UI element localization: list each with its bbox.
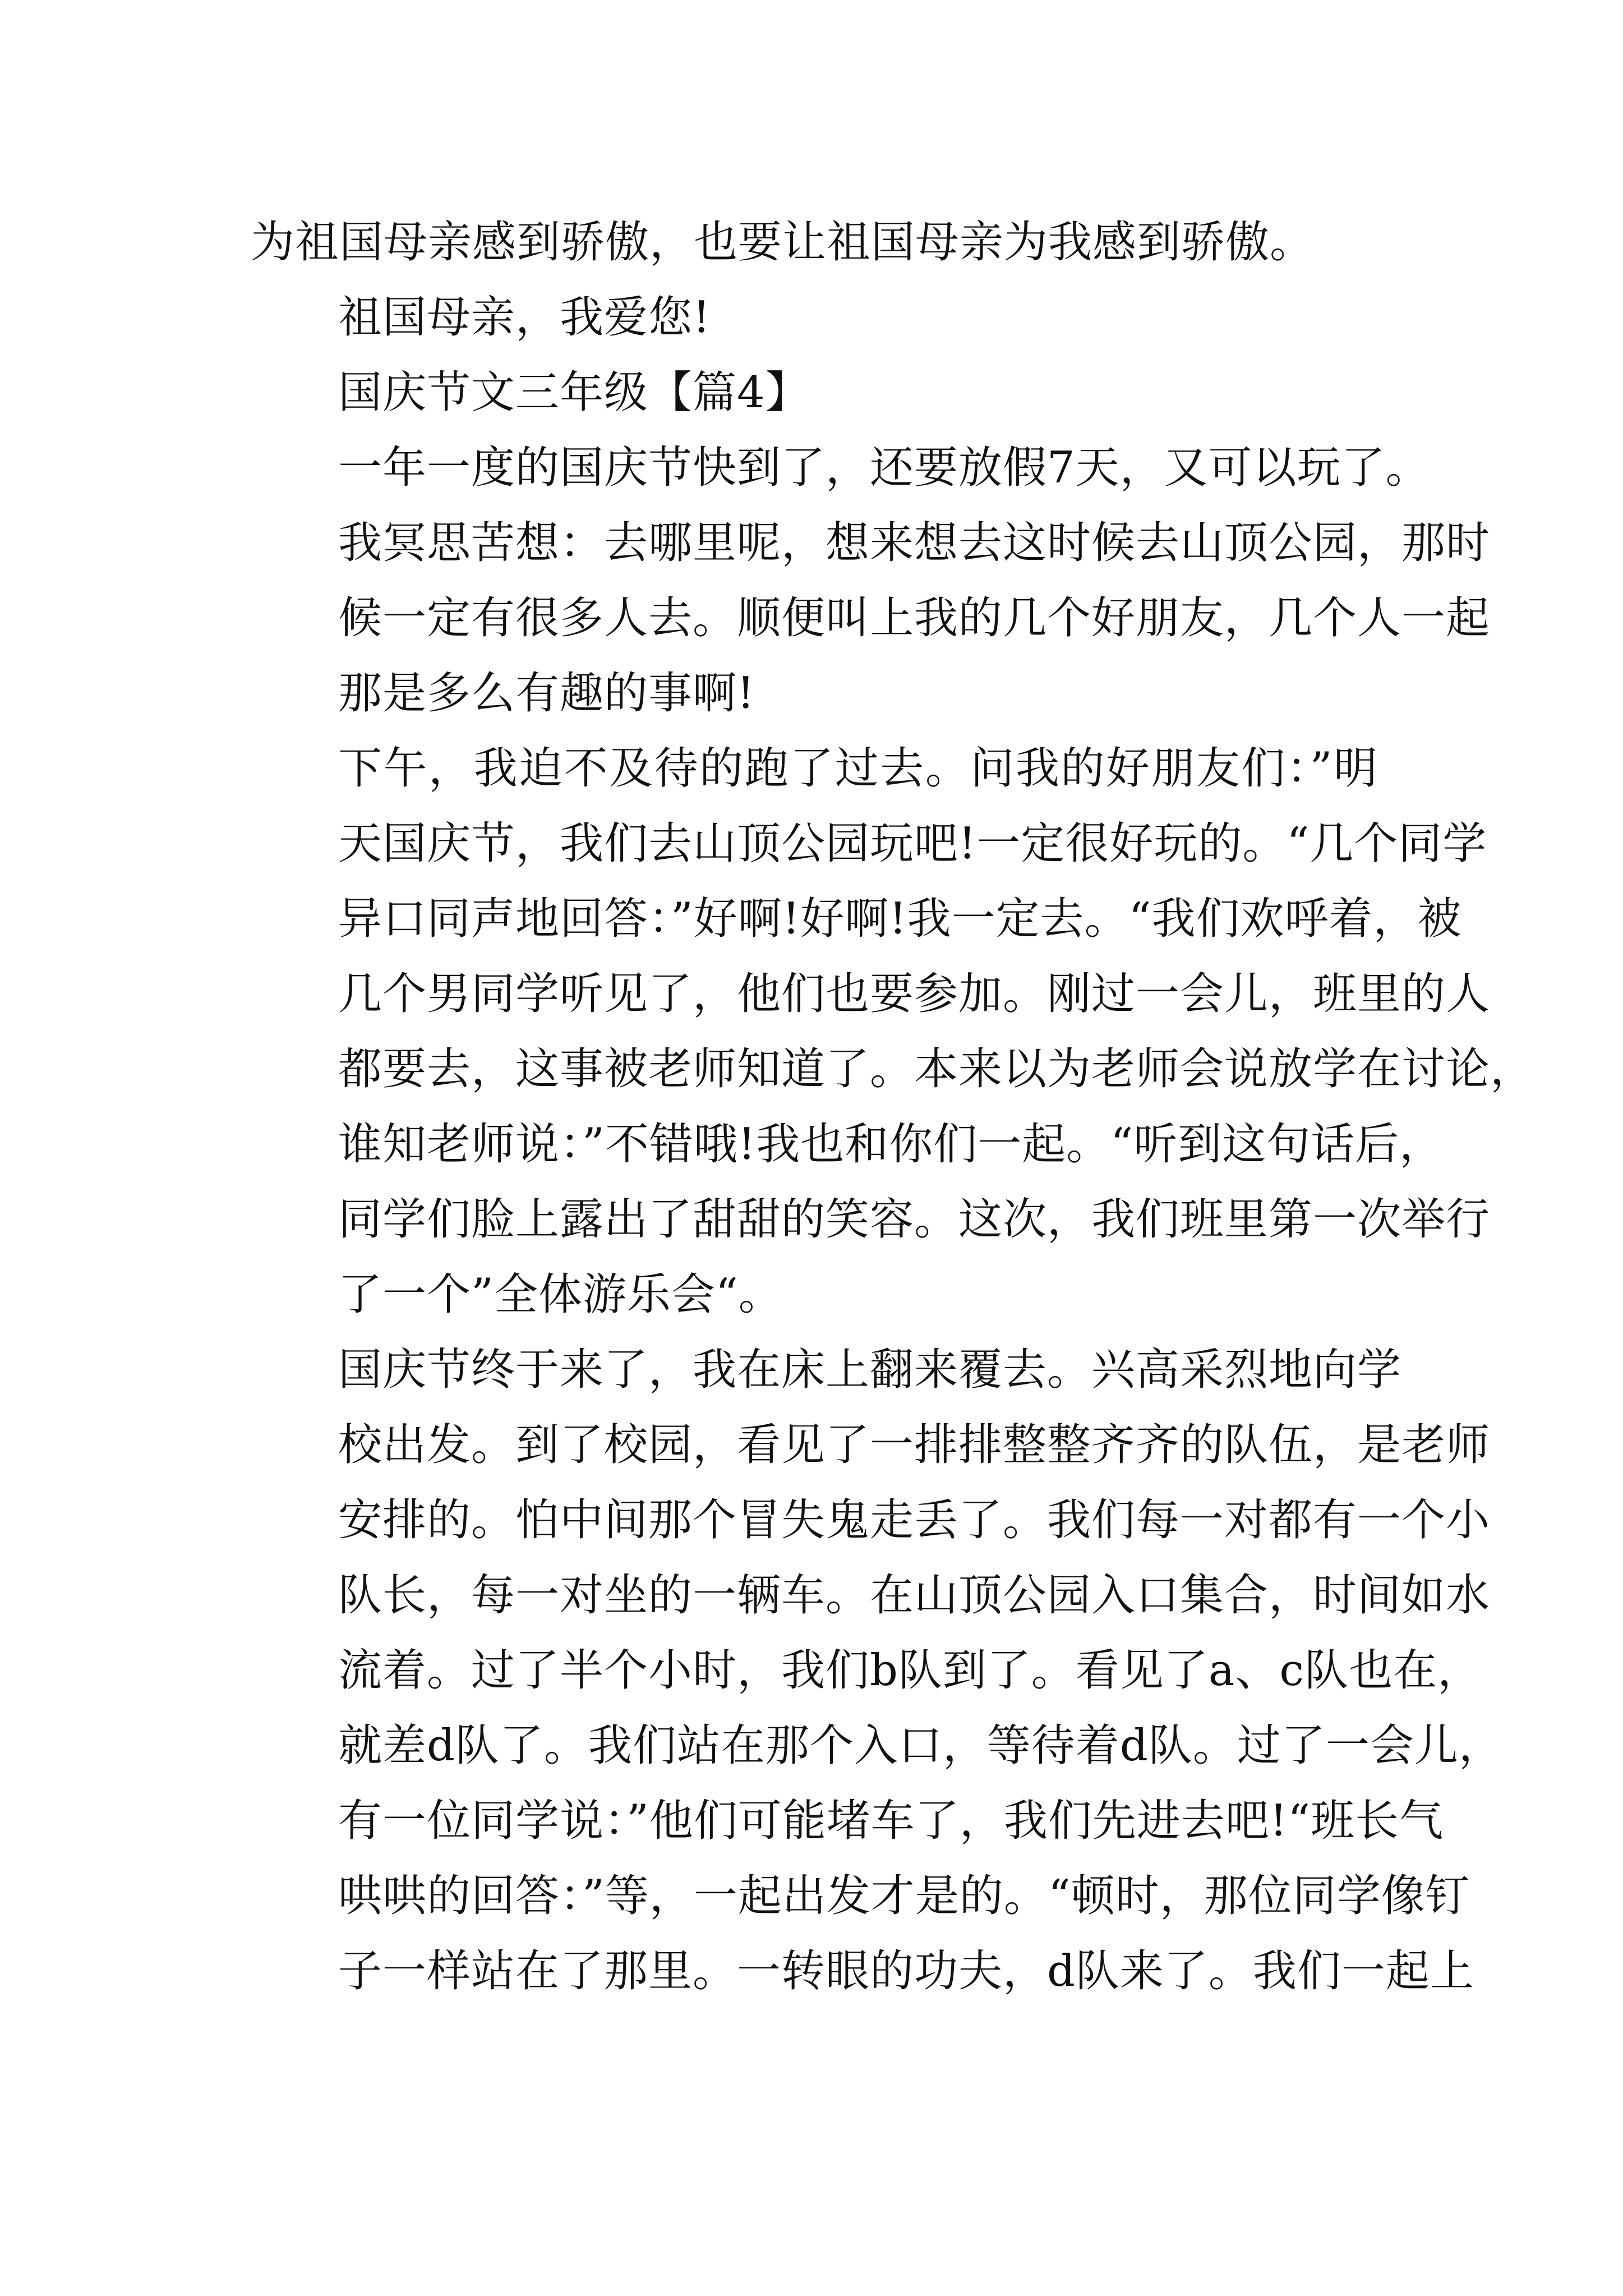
text-line: 校出发。到了校园，看见了一排排整整齐齐的队伍，是老师: [338, 1420, 1491, 1470]
paragraph: [251, 205, 1378, 280]
text-line: 流着。过了半个小时，我们b队到了。看见了a、c队也在，: [338, 1645, 1482, 1696]
text-line: 就差d队了。我们站在那个入口，等待着d队。过了一会儿，: [338, 1720, 1503, 1771]
text-line: 几个男同学听见了，他们也要参加。刚过一会儿，班里的人: [338, 969, 1491, 1019]
text-line: 天国庆节，我们去山顶公园玩吧!一定很好玩的。“几个同学: [338, 818, 1487, 869]
paragraph: [251, 731, 1535, 1332]
paragraph: [251, 1332, 1503, 2009]
text-line: 了一个”全体游乐会“。: [338, 1269, 783, 1320]
text-line: 谁知老师说：”不错哦!我也和你们一起。“听到这句话后，: [338, 1119, 1444, 1170]
text-line: 同学们脸上露出了甜甜的笑容。这次，我们班里第一次举行: [338, 1194, 1491, 1245]
text-line: 国庆节文三年级【篇4】: [338, 367, 810, 418]
text-line: 为祖国母亲感到骄傲，也要让祖国母亲为我感到骄傲。: [251, 217, 1315, 268]
paragraph: [251, 430, 1491, 731]
text-line: 国庆节终于来了，我在床上翻来覆去。兴高采烈地向学: [338, 1345, 1402, 1395]
text-line: 一年一度的国庆节快到了，还要放假7天，又可以玩了。: [338, 443, 1430, 493]
text-line: 子一样站在了那里。一转眼的功夫，d队来了。我们一起上: [338, 1946, 1474, 1996]
paragraph: [251, 355, 1378, 430]
text-line: 安排的。怕中间那个冒失鬼走丢了。我们每一对都有一个小: [338, 1495, 1491, 1545]
text-line: 那是多么有趣的事啊!: [338, 668, 755, 719]
text-line: 有一位同学说：”他们可能堵车了，我们先进去吧!“班长气: [338, 1796, 1444, 1846]
text-line: 候一定有很多人去。顺便叫上我的几个好朋友，几个人一起: [338, 593, 1491, 643]
text-line: 队长，每一对坐的一辆车。在山顶公园入口集合，时间如水: [338, 1570, 1491, 1621]
text-line: 我冥思苦想：去哪里呢，想来想去这时候去山顶公园，那时: [338, 518, 1491, 568]
paragraph: [251, 280, 1378, 355]
text-line: 都要去，这事被老师知道了。本来以为老师会说放学在讨论，: [338, 1044, 1535, 1094]
text-line: 哄哄的回答：”等，一起出发才是的。“顿时，那位同学像钉: [338, 1871, 1470, 1921]
document-body: [251, 205, 1535, 2009]
text-line: 异口同声地回答：”好啊!好啊!我一定去。“我们欢呼着，被: [338, 894, 1462, 944]
text-line: 下午，我迫不及待的跑了过去。问我的好朋友们：”明: [338, 743, 1378, 794]
text-line: 祖国母亲，我爱您!: [338, 292, 711, 343]
